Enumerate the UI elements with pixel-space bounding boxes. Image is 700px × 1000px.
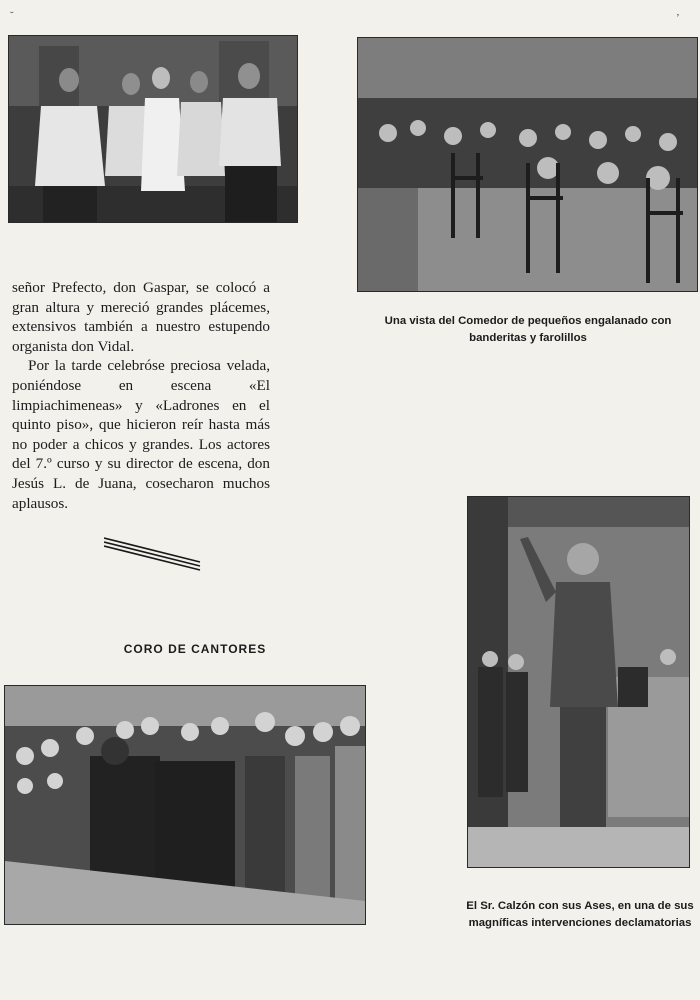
speaker-caption: El Sr. Calzón con sus Ases, en una de sus magníficas intervenciones declamatorias <box>466 900 694 929</box>
choir-photo-illustration <box>5 686 365 924</box>
corner-mark: ˘ <box>10 10 14 22</box>
choir-photo <box>4 685 366 925</box>
article-paragraph: señor Prefecto, don Gaspar, se colocó a gran altura y mereció grandes plácemes, extensivos también a nuestro estupendo organista don Vidal. <box>12 279 270 355</box>
corner-mark: ʼ <box>676 12 680 24</box>
speaker-photo <box>467 496 690 868</box>
clergy-photo-illustration <box>9 36 297 222</box>
speaker-photo-illustration <box>468 497 689 867</box>
article-body <box>12 278 270 513</box>
section-title: CORO DE CANTORES <box>123 642 267 656</box>
dining-hall-photo <box>357 37 698 292</box>
decorative-rules <box>104 534 204 574</box>
article-paragraph: Por la tarde celebróse preciosa velada, poniéndose en escena «El limpiachimeneas» y «Ladrones en el quinto piso», que hicieron reír hasta más no poder a chicos y grandes. Los actores del 7.º curso y su director de escena, don Jesús L. de Juana, cosecharon muchos aplausos. <box>12 357 270 512</box>
dining-hall-caption: Una vista del Comedor de pequeños engalanado con banderitas y farolillos <box>384 315 672 344</box>
dining-photo-illustration <box>358 38 697 291</box>
clergy-group-photo <box>8 35 298 223</box>
